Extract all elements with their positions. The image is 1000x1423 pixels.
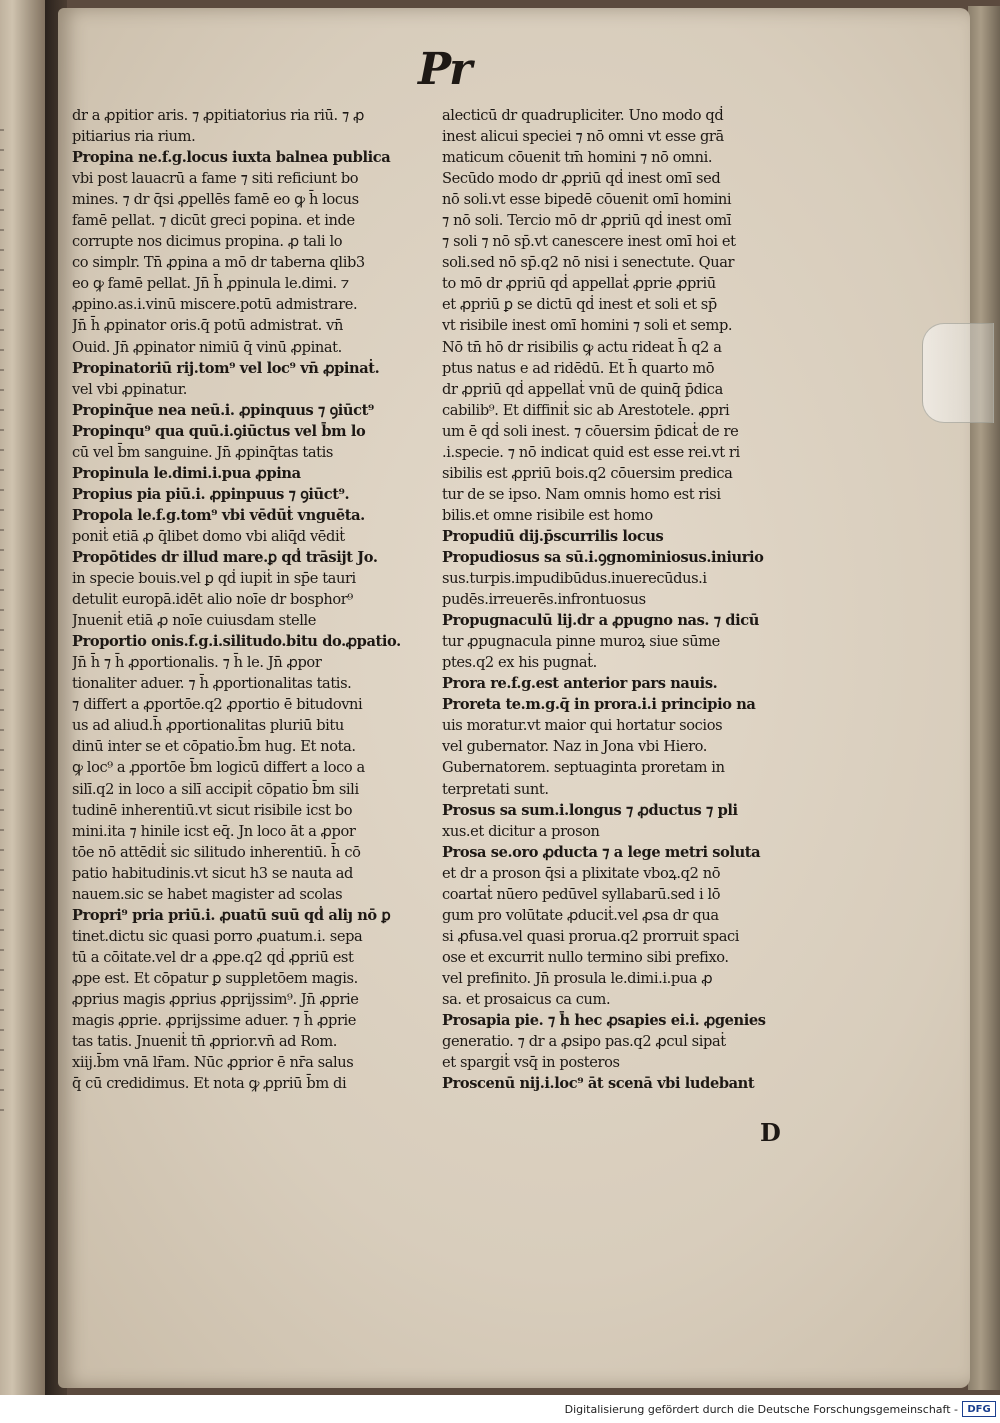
text-line: ꝓpe est. Et cōpatur ꝑ suppletōem magis. bbox=[72, 969, 358, 987]
entry-line: Propinq̄ue nea neū.i. ꝓpinquus ⁊ ꝯiūct⁹ bbox=[72, 401, 374, 419]
text-line: Jn̄ h̄ ꝓpinator oris.q̄ potū admistrat. vn̄ bbox=[72, 317, 343, 335]
text-line: tū a cōitate.vel dr a ꝓpe.q2 qḋ ꝓpriū est bbox=[72, 948, 354, 966]
entry-line: Propinqu⁹ qua quū.i.ꝯiūctus vel b̄m lo bbox=[72, 422, 366, 440]
text-line: tōe nō attēdiṫ sic silitudo inherentiū. h̄ cō bbox=[72, 843, 361, 861]
text-line: sibilis est ꝓpriū bois.q2 cōuersim predica bbox=[442, 464, 733, 482]
text-line: dinū inter se et cōpatio.b̄m hug. Et nota. bbox=[72, 738, 356, 756]
text-line: ptus natus e ad ridēdū. Et h̄ quarto mō bbox=[442, 359, 715, 377]
text-line: vel prefinito. Jn̄ prosula le.dimi.i.pua ꝓ bbox=[442, 969, 713, 987]
text-line: xiij.b̄m vnā lr̄am. Nūc ꝓprior ē nr̄a salus bbox=[72, 1054, 354, 1072]
text-line: .i.specie. ⁊ nō indicat quid est esse rei.vt ri bbox=[442, 443, 740, 461]
entry-line: Prora re.f.g.est anterior pars nauis. bbox=[442, 675, 718, 693]
text-line: mini.ita ⁊ hinile icst eq̄. Jn loco āt a ꝓpor bbox=[72, 822, 356, 840]
text-line: coartaṫ nūero pedūvel syllabarū.sed i lō bbox=[442, 885, 721, 903]
digitization-footer bbox=[0, 1395, 1000, 1423]
text-line: q̄ cū credidimus. Et nota ꝙ ꝓpriū b̄m di bbox=[72, 1075, 347, 1093]
text-line: maticum cōuenit tm̄ homini ⁊ nō omni. bbox=[442, 149, 713, 167]
entry-line: Propudiū dij.p̄scurrilis locus bbox=[442, 527, 664, 545]
text-line: alecticū dr quadrupliciter. Uno modo qḋ bbox=[442, 107, 724, 124]
footer-credit: Digitalisierung gefördert durch die Deutsche Forschungsgemeinschaft - bbox=[564, 1403, 958, 1416]
entry-line: Propinula le.dimi.i.pua ꝓpina bbox=[72, 464, 301, 482]
text-line: detulit europā.idēt alio noīe dr bosphor⁹ bbox=[72, 591, 353, 609]
text-line: Nō tn̄ hō dr risibilis ꝙ actu rideat h̄ q2 a bbox=[442, 338, 722, 356]
text-line: et dr a proson q̄si a plixitate vboꝝ.q2 nō bbox=[442, 864, 721, 882]
text-line: Gubernatorem. septuaginta proretam in bbox=[442, 759, 725, 777]
text-line: sa. et prosaicus ca cum. bbox=[442, 990, 611, 1008]
text-line: soli.sed nō sp̄.q2 nō nisi i senectute. Quar bbox=[442, 254, 735, 272]
text-line: um ē qḋ soli inest. ⁊ cōuersim p̄dicaṫ de re bbox=[442, 422, 739, 440]
entry-line: Propōtides dr illud mare.ꝑ qḋ trāsijt Jo. bbox=[72, 548, 378, 566]
dfg-logo: DFG bbox=[962, 1401, 996, 1417]
text-line: vel vbi ꝓpinatur. bbox=[72, 380, 187, 398]
text-line: tur de se ipso. Nam omnis homo est risi bbox=[442, 485, 721, 503]
entry-line: Propri⁹ pria priū.i. ꝓuatū suū qḋ aliȷ nō ꝑ bbox=[72, 906, 391, 924]
text-line: ꝓprius magis ꝓprius ꝓprijssim⁹. Jn̄ ꝓprie bbox=[72, 990, 359, 1008]
text-line: us ad aliud.h̄ ꝓportionalitas pluriū bitu bbox=[72, 717, 344, 735]
text-line: ꝙ loc⁹ a ꝓportōe b̄m logicū differt a loco a bbox=[72, 759, 365, 777]
text-line: generatio. ⁊ dr a ꝓsipo pas.q2 ꝓcul sipaṫ bbox=[442, 1033, 726, 1051]
text-line: poniṫ etiā ꝓ q̄libet domo vbi aliq̄d vēdiṫ bbox=[72, 527, 345, 545]
entry-line: Propola le.f.g.tom⁹ vbi vēdūṫ vnguēta. bbox=[72, 506, 365, 524]
entry-line: Propinatoriū rij.tom⁹ vel loc⁹ vn̄ ꝓpinaṫ. bbox=[72, 359, 380, 377]
text-line: eo ꝙ famē pellat. Jn̄ h̄ ꝓpinula le.dimi. ⁊ bbox=[72, 275, 349, 293]
entry-line: Propugnaculū lij.dr a ꝓpugno nas. ⁊ dicū bbox=[442, 612, 759, 630]
entry-line: Propudiosus sa sū.i.ꝯgnominiosus.iniurio bbox=[442, 548, 764, 566]
text-line: si ꝓfusa.vel quasi prorua.q2 prorruit spaci bbox=[442, 927, 740, 945]
text-line: vt risibile inest omī homini ⁊ soli et semp. bbox=[442, 317, 733, 335]
text-line: nauem.sic se habet magister ad scolas bbox=[72, 885, 343, 903]
text-line: Secūdo modo dr ꝓpriū qḋ inest omī sed bbox=[442, 170, 721, 188]
entry-line: Proportio onis.f.g.i.silitudo.bitu do.ꝓpatio. bbox=[72, 633, 401, 651]
text-line: ꝓpino.as.i.vinū miscere.potū admistrare. bbox=[72, 296, 358, 314]
text-line: in specie bouis.vel ꝑ qḋ iupiṫ in sp̄e tauri bbox=[72, 570, 356, 588]
text-line: Jn̄ h̄ ⁊ h̄ ꝓportionalis. ⁊ h̄ le. Jn̄ ꝓpor bbox=[72, 654, 322, 672]
text-line: Jnueniṫ etiā ꝓ noīe cuiusdam stelle bbox=[72, 612, 317, 630]
text-line: tudinē inherentiū.vt sicut risibile icst bo bbox=[72, 801, 353, 819]
text-line: vbi post lauacrū a fame ⁊ siti reficiunt bo bbox=[72, 170, 359, 188]
text-line: tas tatis. Jnueniṫ tn̄ ꝓprior.vn̄ ad Rom. bbox=[72, 1033, 338, 1051]
text-line: pitiarius ria rium. bbox=[72, 128, 196, 146]
text-line: corrupte nos dicimus propina. ꝓ tali lo bbox=[72, 233, 343, 251]
text-line: ptes.q2 ex his pugnaṫ. bbox=[442, 654, 597, 672]
text-line: ose et excurrit nullo termino sibi prefixo. bbox=[442, 948, 729, 966]
entry-line: Prosus sa sum.i.longus ⁊ ꝓductus ⁊ pli bbox=[442, 801, 738, 819]
text-line: ⁊ nō soli. Tercio mō dr ꝓpriū qḋ inest omī bbox=[442, 212, 732, 230]
page-stack-edge bbox=[968, 6, 1000, 1390]
text-line: cabilib⁹. Et diffiniṫ sic ab Arestotele. ꝓpri bbox=[442, 401, 730, 419]
text-line: uis moratur.vt maior qui hortatur socios bbox=[442, 717, 723, 735]
text-line: bilis.et omne risibile est homo bbox=[442, 506, 653, 524]
entry-line: Proreta te.m.g.q̄ in prora.i.i principio na bbox=[442, 696, 756, 714]
text-line: famē pellat. ⁊ dicūt greci popina. et inde bbox=[72, 212, 355, 230]
text-line: dr ꝓpriū qḋ appellaṫ vnū de quinq̄ p̄dica bbox=[442, 380, 723, 398]
text-line: patio habitudinis.vt sicut h3 se nauta ad bbox=[72, 864, 353, 882]
text-line: tionaliter aduer. ⁊ h̄ ꝓportionalitas tatis. bbox=[72, 675, 352, 693]
text-line: xus.et dicitur a proson bbox=[442, 822, 600, 840]
text-line: silī.q2 in loco a silī accipiṫ cōpatio b̄m sili bbox=[72, 780, 359, 798]
text-line: to mō dr ꝓpriū qḋ appellaṫ ꝓprie ꝓpriū bbox=[442, 275, 716, 293]
text-line: co simplr. Tn̄ ꝓpina a mō dr taberna qlib3 bbox=[72, 254, 365, 272]
text-line: inest alicui speciei ⁊ nō omni vt esse grā bbox=[442, 128, 724, 146]
text-line: mines. ⁊ dr q̄si ꝓpellēs famē eo ꝙ h̄ locus bbox=[72, 191, 359, 209]
page-heading: Pr bbox=[418, 44, 471, 95]
entry-line: Proscenū nij.i.loc⁹ āt scenā vbi ludebant bbox=[442, 1075, 755, 1093]
text-line: tur ꝓpugnacula pinne muroꝝ siue sūme bbox=[442, 633, 720, 651]
entry-line: Propina ne.f.g.locus iuxta balnea publica bbox=[72, 149, 391, 167]
text-line: pudēs.irreuerēs.infrontuosus bbox=[442, 591, 646, 609]
left-text-column bbox=[72, 105, 430, 1094]
text-line: et ꝓpriū ꝑ se dictū qḋ inest et soli et sp̄ bbox=[442, 296, 717, 314]
text-line: magis ꝓprie. ꝓprijssime aduer. ⁊ h̄ ꝓprie bbox=[72, 1012, 357, 1030]
text-line: vel gubernator. Naz in Jona vbi Hiero. bbox=[442, 738, 708, 756]
text-line: tinet.dictu sic quasi porro ꝓuatum.i. sepa bbox=[72, 927, 363, 945]
page-clip bbox=[922, 323, 994, 423]
right-text-column bbox=[442, 105, 800, 1094]
entry-line: Propius pia piū.i. ꝓpinpuus ⁊ ꝯiūct⁹. bbox=[72, 485, 350, 503]
text-line: dr a ꝓpitior aris. ⁊ ꝓpitiatorius ria riū. ⁊ ꝓ bbox=[72, 107, 365, 124]
text-line: nō soli.vt esse bipedē cōuenit omī homini bbox=[442, 191, 732, 209]
text-line: et spargiṫ vsq̄ in posteros bbox=[442, 1054, 620, 1072]
text-line: gum pro volūtate ꝓduciṫ.vel ꝓsa dr qua bbox=[442, 906, 719, 924]
catchword: D bbox=[760, 1118, 781, 1147]
text-line: cū vel b̄m sanguine. Jn̄ ꝓpinq̄tas tatis bbox=[72, 443, 333, 461]
text-line: sus.turpis.impudibūdus.inuerecūdus.i bbox=[442, 570, 707, 588]
text-line: terpretati sunt. bbox=[442, 780, 549, 798]
entry-line: Prosa se.oro ꝓducta ⁊ a lege metri soluta bbox=[442, 843, 761, 861]
text-line: ⁊ differt a ꝓportōe.q2 ꝓportio ē bitudovni bbox=[72, 696, 363, 714]
entry-line: Prosapia pie. ⁊ h̄ hec ꝓsapies ei.i. ꝓgenies bbox=[442, 1012, 766, 1030]
facing-page-text-remnants bbox=[0, 120, 4, 1120]
text-line: Ouid. Jn̄ ꝓpinator nimiū q̄ vinū ꝓpinat. bbox=[72, 338, 342, 356]
text-line: ⁊ soli ⁊ nō sp̄.vt canescere inest omī hoi et bbox=[442, 233, 736, 251]
